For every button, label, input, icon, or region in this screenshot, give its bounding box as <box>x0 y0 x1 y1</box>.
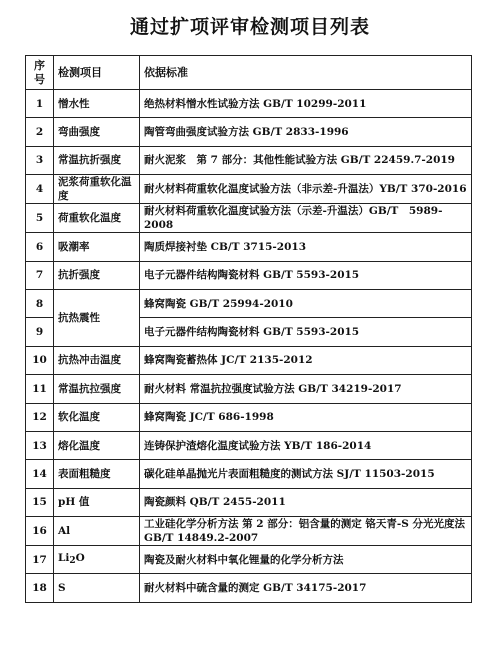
items-table <box>25 55 472 603</box>
row-standard: 耐火材料荷重软化温度试验方法（示差-升温法）GB/T 5989-2008 <box>140 204 472 233</box>
table-row <box>26 431 472 459</box>
header-item: 检测项目 <box>54 56 140 90</box>
row-item <box>54 546 140 574</box>
row-standard: 耐火材料 常温抗拉强度试验方法 GB/T 34219-2017 <box>140 375 472 403</box>
table-row <box>26 204 472 233</box>
row-standard: 蜂窝陶瓷 GB/T 25994-2010 <box>140 289 472 317</box>
page-title: 通过扩项评审检测项目列表 <box>129 16 370 38</box>
row-item: 抗热冲击温度 <box>54 346 140 374</box>
header-index: 序号 <box>26 56 54 90</box>
row-standard: 蜂窝陶瓷蓄热体 JC/T 2135-2012 <box>140 346 472 374</box>
table-row <box>26 488 472 516</box>
row-item-tail: O <box>75 552 85 565</box>
row-item: 抗折强度 <box>54 261 140 289</box>
row-index: 11 <box>26 375 54 403</box>
row-standard: 绝热材料憎水性试验方法 GB/T 10299-2011 <box>140 90 472 118</box>
table-row <box>26 574 472 602</box>
row-item: 熔化温度 <box>54 431 140 459</box>
row-item: 弯曲强度 <box>54 118 140 146</box>
row-standard: 耐火材料荷重软化温度试验方法（非示差-升温法）YB/T 370-2016 <box>140 175 472 204</box>
row-index: 9 <box>26 318 54 346</box>
row-index: 4 <box>26 175 54 204</box>
row-item: 憎水性 <box>54 90 140 118</box>
row-standard: 工业硅化学分析方法 第 2 部分：铝含量的测定 铬天青-S 分光光度法 GB/T 14849.2-2007 <box>140 517 472 546</box>
row-item-subscript: 2 <box>69 556 76 567</box>
row-standard: 陶质焊接衬垫 CB/T 3715-2013 <box>140 233 472 261</box>
row-standard: 陶瓷及耐火材料中氧化锂量的化学分析方法 <box>140 546 472 574</box>
row-item: 荷重软化温度 <box>54 204 140 233</box>
row-standard: 连铸保护渣熔化温度试验方法 YB/T 186-2014 <box>140 431 472 459</box>
row-standard: 电子元器件结构陶瓷材料 GB/T 5593-2015 <box>140 261 472 289</box>
table-row <box>26 118 472 146</box>
table-row <box>26 346 472 374</box>
row-index: 7 <box>26 261 54 289</box>
row-index: 18 <box>26 574 54 602</box>
row-standard: 陶管弯曲强度试验方法 GB/T 2833-1996 <box>140 118 472 146</box>
row-index: 17 <box>26 546 54 574</box>
row-standard: 耐火泥浆 第 7 部分：其他性能试验方法 GB/T 22459.7-2019 <box>140 146 472 174</box>
row-standard: 电子元器件结构陶瓷材料 GB/T 5593-2015 <box>140 318 472 346</box>
row-item: 常温抗拉强度 <box>54 375 140 403</box>
table-row <box>26 375 472 403</box>
table-row <box>26 546 472 574</box>
row-index: 6 <box>26 233 54 261</box>
row-standard: 碳化硅单晶抛光片表面粗糙度的测试方法 SJ/T 11503-2015 <box>140 460 472 488</box>
row-index: 12 <box>26 403 54 431</box>
row-item: pH 值 <box>54 488 140 516</box>
row-item: S <box>54 574 140 602</box>
row-item: Al <box>54 517 140 546</box>
table-row <box>26 175 472 204</box>
row-item: 表面粗糙度 <box>54 460 140 488</box>
row-item: 抗热震性 <box>54 289 140 346</box>
row-index: 5 <box>26 204 54 233</box>
table-row <box>26 261 472 289</box>
row-standard: 耐火材料中硫含量的测定 GB/T 34175-2017 <box>140 574 472 602</box>
table-row <box>26 289 472 317</box>
row-index: 16 <box>26 517 54 546</box>
table-row <box>26 233 472 261</box>
row-item-main: Li <box>58 552 70 565</box>
table-row <box>26 403 472 431</box>
row-index: 1 <box>26 90 54 118</box>
table-header-row <box>26 56 472 90</box>
row-index: 13 <box>26 431 54 459</box>
row-item: 常温抗折强度 <box>54 146 140 174</box>
row-index: 15 <box>26 488 54 516</box>
table-row <box>26 517 472 546</box>
row-item: 吸潮率 <box>54 233 140 261</box>
row-index: 3 <box>26 146 54 174</box>
table-row <box>26 90 472 118</box>
row-index: 14 <box>26 460 54 488</box>
row-index: 10 <box>26 346 54 374</box>
row-item: 软化温度 <box>54 403 140 431</box>
row-standard: 蜂窝陶瓷 JC/T 686-1998 <box>140 403 472 431</box>
row-item: 泥浆荷重软化温度 <box>54 175 140 204</box>
table-row <box>26 146 472 174</box>
header-standard: 依据标准 <box>140 56 472 90</box>
row-standard: 陶瓷颜料 QB/T 2455-2011 <box>140 488 472 516</box>
row-index: 2 <box>26 118 54 146</box>
table-row <box>26 460 472 488</box>
row-index: 8 <box>26 289 54 317</box>
